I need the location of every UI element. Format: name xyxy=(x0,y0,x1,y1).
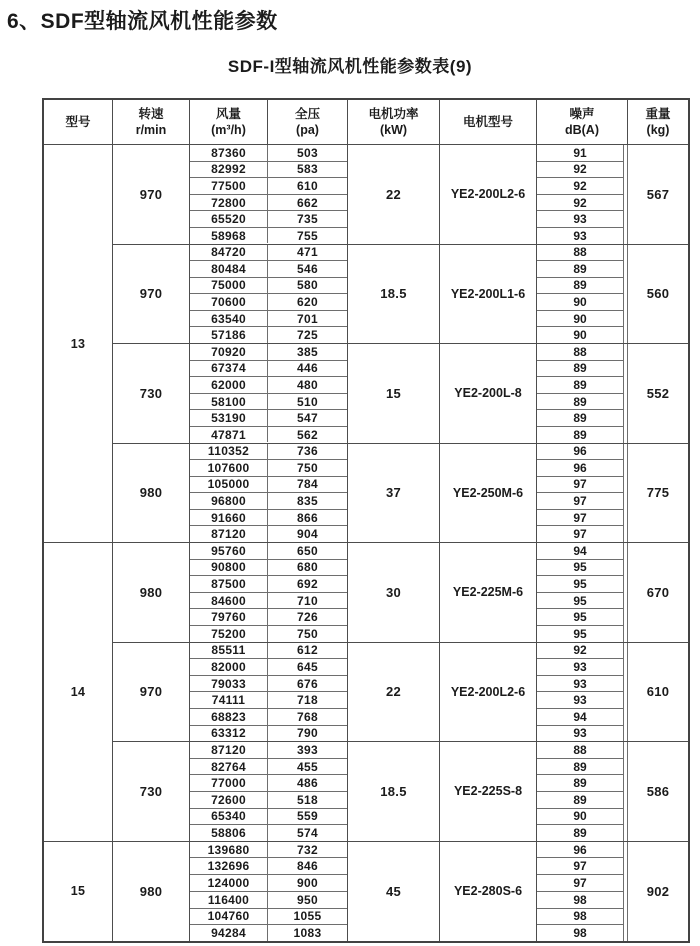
noise-cell: 92 xyxy=(537,643,623,660)
flow-cell: 75200 xyxy=(190,626,268,642)
flow-cell: 70600 xyxy=(190,294,268,310)
flow-cell: 63312 xyxy=(190,726,268,742)
pressure-cell: 547 xyxy=(297,411,318,426)
noise-cell: 92 xyxy=(537,195,623,212)
weight-cell: 902 xyxy=(627,842,688,941)
pressure-cell: 518 xyxy=(297,792,318,807)
pressure-cell: 768 xyxy=(297,709,318,724)
header-weight-label: 重量 xyxy=(645,106,671,121)
flow-cell: 84720 xyxy=(190,245,268,261)
flow-pressure-block xyxy=(190,742,348,841)
speed-group xyxy=(113,444,688,543)
table-row xyxy=(190,875,347,892)
flow-cell: 96800 xyxy=(190,493,268,509)
flow-cell: 80484 xyxy=(190,261,268,277)
header-pressure xyxy=(268,100,348,144)
header-speed-label: 转速 xyxy=(138,106,164,121)
noise-block xyxy=(537,245,624,344)
flow-pressure-block xyxy=(190,643,348,742)
table-row xyxy=(190,892,347,909)
noise-cell: 96 xyxy=(537,444,623,461)
noise-block xyxy=(537,145,624,244)
speed-groups xyxy=(113,543,688,841)
header-motor xyxy=(440,100,537,144)
flow-cell: 94284 xyxy=(190,925,268,941)
header-pressure-label: 全压 xyxy=(294,106,320,121)
page-title: 6、SDF型轴流风机性能参数 xyxy=(7,10,278,33)
table-row xyxy=(190,178,347,195)
header-pressure-unit: (pa) xyxy=(296,123,319,137)
header-speed xyxy=(113,100,190,144)
table-row xyxy=(190,842,347,859)
flow-cell: 58100 xyxy=(190,394,268,410)
table-row xyxy=(190,377,347,394)
header-flow-label: 风量 xyxy=(215,106,241,121)
table-row xyxy=(190,245,347,262)
noise-cell: 89 xyxy=(537,792,623,809)
speed-group xyxy=(113,543,688,643)
weight-cell: 586 xyxy=(627,742,688,841)
pressure-cell: 692 xyxy=(297,576,318,591)
table-row xyxy=(190,278,347,295)
pressure-cell: 904 xyxy=(297,527,318,542)
noise-cell: 95 xyxy=(537,576,623,593)
table-row xyxy=(190,659,347,676)
pressure-cell: 725 xyxy=(297,328,318,343)
table-row xyxy=(190,925,347,941)
pressure-cell: 612 xyxy=(297,643,318,658)
pressure-cell: 755 xyxy=(297,228,318,243)
motor-cell: YE2-200L2-6 xyxy=(440,643,537,742)
speed-cell: 980 xyxy=(113,842,190,941)
header-power xyxy=(348,100,440,144)
header-model-label: 型号 xyxy=(65,114,91,129)
weight-cell: 552 xyxy=(627,344,688,443)
flow-cell: 77500 xyxy=(190,178,268,194)
flow-cell: 79033 xyxy=(190,676,268,692)
pressure-cell: 784 xyxy=(297,477,318,492)
table-row xyxy=(190,195,347,212)
power-cell: 37 xyxy=(348,444,440,543)
header-power-label: 电机功率 xyxy=(368,106,419,121)
table-row xyxy=(190,145,347,162)
flow-cell: 79760 xyxy=(190,609,268,625)
flow-cell: 53190 xyxy=(190,410,268,426)
flow-cell: 82764 xyxy=(190,759,268,775)
flow-cell: 67374 xyxy=(190,361,268,377)
noise-cell: 97 xyxy=(537,858,623,875)
flow-cell: 63540 xyxy=(190,311,268,327)
noise-cell: 89 xyxy=(537,394,623,411)
table-row xyxy=(190,460,347,477)
noise-cell: 93 xyxy=(573,726,587,741)
pressure-cell: 645 xyxy=(297,659,318,674)
pressure-cell: 580 xyxy=(297,278,318,293)
pressure-cell: 750 xyxy=(297,626,318,641)
pressure-cell: 510 xyxy=(297,394,318,409)
table-row xyxy=(190,294,347,311)
power-cell: 30 xyxy=(348,543,440,642)
flow-cell: 87360 xyxy=(190,145,268,161)
pressure-cell: 546 xyxy=(297,261,318,276)
noise-cell: 93 xyxy=(537,659,623,676)
noise-cell: 92 xyxy=(537,162,623,179)
speed-group xyxy=(113,742,688,841)
table-row xyxy=(190,361,347,378)
flow-cell: 65520 xyxy=(190,211,268,227)
table-row xyxy=(190,344,347,361)
model-cell: 13 xyxy=(44,145,113,542)
table-row xyxy=(190,543,347,560)
speed-cell: 980 xyxy=(113,444,190,543)
table-row xyxy=(190,792,347,809)
speed-group xyxy=(113,245,688,345)
flow-cell: 84600 xyxy=(190,593,268,609)
pressure-cell: 446 xyxy=(297,361,318,376)
pressure-cell: 1083 xyxy=(293,926,322,941)
flow-cell: 85511 xyxy=(190,643,268,659)
noise-cell: 97 xyxy=(537,875,623,892)
speed-cell: 980 xyxy=(113,543,190,642)
noise-block xyxy=(537,344,624,443)
header-motor-label: 电机型号 xyxy=(462,114,513,129)
pressure-cell: 950 xyxy=(297,892,318,907)
speed-cell: 970 xyxy=(113,643,190,742)
flow-pressure-block xyxy=(190,344,348,443)
flow-cell: 74111 xyxy=(190,692,268,708)
speed-cell: 970 xyxy=(113,245,190,344)
table-row xyxy=(190,311,347,328)
noise-block xyxy=(537,742,624,841)
flow-cell: 110352 xyxy=(190,444,268,460)
noise-cell: 96 xyxy=(537,842,623,859)
model-cell: 14 xyxy=(44,543,113,841)
noise-cell: 96 xyxy=(537,460,623,477)
speed-group xyxy=(113,842,688,941)
pressure-cell: 846 xyxy=(297,859,318,874)
header-noise-unit: dB(A) xyxy=(564,123,599,137)
power-cell: 18.5 xyxy=(348,245,440,344)
flow-cell: 65340 xyxy=(190,809,268,825)
pressure-cell: 393 xyxy=(297,742,318,757)
pressure-cell: 718 xyxy=(297,693,318,708)
noise-cell: 88 xyxy=(537,344,623,361)
pressure-cell: 650 xyxy=(297,543,318,558)
noise-cell: 97 xyxy=(573,527,587,542)
noise-cell: 89 xyxy=(537,759,623,776)
table-row xyxy=(190,692,347,709)
noise-cell: 89 xyxy=(537,775,623,792)
flow-cell: 58968 xyxy=(190,228,268,244)
noise-cell: 95 xyxy=(537,560,623,577)
table-row xyxy=(190,477,347,494)
table-row xyxy=(190,825,347,841)
flow-cell: 70920 xyxy=(190,344,268,360)
flow-pressure-block xyxy=(190,245,348,344)
table-row xyxy=(190,444,347,461)
noise-cell: 89 xyxy=(537,410,623,427)
table-row xyxy=(190,211,347,228)
pressure-cell: 732 xyxy=(297,842,318,857)
header-flow-unit: (m³/h) xyxy=(211,123,246,137)
flow-cell: 105000 xyxy=(190,477,268,493)
flow-cell: 82000 xyxy=(190,659,268,675)
table-row xyxy=(190,327,347,343)
pressure-cell: 562 xyxy=(297,427,318,442)
noise-cell: 90 xyxy=(537,311,623,328)
noise-block xyxy=(537,444,624,543)
noise-cell: 97 xyxy=(537,493,623,510)
weight-cell: 610 xyxy=(627,643,688,742)
header-flow xyxy=(190,100,268,144)
table-row xyxy=(190,643,347,660)
table-subtitle: SDF-I型轴流风机性能参数表(9) xyxy=(227,57,473,76)
speed-cell: 730 xyxy=(113,344,190,443)
table-row xyxy=(190,510,347,527)
pressure-cell: 503 xyxy=(297,145,318,160)
noise-cell: 97 xyxy=(537,510,623,527)
flow-cell: 116400 xyxy=(190,892,268,908)
table-row xyxy=(190,228,347,244)
weight-cell: 775 xyxy=(627,444,688,543)
noise-cell: 98 xyxy=(537,892,623,909)
noise-cell: 89 xyxy=(537,361,623,378)
table-row xyxy=(190,726,347,742)
header-power-unit: (kW) xyxy=(379,123,408,137)
noise-cell: 93 xyxy=(537,692,623,709)
table-row xyxy=(190,576,347,593)
flow-cell: 47871 xyxy=(190,427,268,443)
table-row xyxy=(190,427,347,443)
noise-cell: 90 xyxy=(537,809,623,826)
pressure-cell: 835 xyxy=(297,494,318,509)
table-row xyxy=(190,626,347,642)
flow-cell: 62000 xyxy=(190,377,268,393)
flow-pressure-block xyxy=(190,444,348,543)
flow-cell: 132696 xyxy=(190,858,268,874)
pressure-cell: 710 xyxy=(297,593,318,608)
motor-cell: YE2-200L1-6 xyxy=(440,245,537,344)
pressure-cell: 790 xyxy=(297,726,318,741)
noise-cell: 91 xyxy=(537,145,623,162)
noise-cell: 97 xyxy=(537,477,623,494)
flow-cell: 90800 xyxy=(190,560,268,576)
flow-cell: 87120 xyxy=(190,526,268,542)
pressure-cell: 662 xyxy=(297,195,318,210)
pressure-cell: 680 xyxy=(297,560,318,575)
table-row xyxy=(190,609,347,626)
performance-table xyxy=(42,98,690,943)
pressure-cell: 726 xyxy=(297,610,318,625)
table-row xyxy=(190,858,347,875)
noise-cell: 93 xyxy=(573,228,587,243)
flow-cell: 91660 xyxy=(190,510,268,526)
noise-cell: 95 xyxy=(537,593,623,610)
noise-block xyxy=(537,643,624,742)
flow-cell: 68823 xyxy=(190,709,268,725)
noise-cell: 90 xyxy=(537,294,623,311)
power-cell: 22 xyxy=(348,643,440,742)
pressure-cell: 750 xyxy=(297,460,318,475)
pressure-cell: 471 xyxy=(297,245,318,260)
flow-cell: 107600 xyxy=(190,460,268,476)
pressure-cell: 574 xyxy=(297,825,318,840)
table-row xyxy=(190,809,347,826)
header-noise-label: 噪声 xyxy=(569,106,595,121)
flow-pressure-block xyxy=(190,842,348,941)
table-row xyxy=(190,560,347,577)
noise-cell: 95 xyxy=(573,626,587,641)
power-cell: 22 xyxy=(348,145,440,244)
noise-cell: 93 xyxy=(537,676,623,693)
noise-cell: 89 xyxy=(537,377,623,394)
noise-cell: 98 xyxy=(537,909,623,926)
flow-cell: 87500 xyxy=(190,576,268,592)
speed-cell: 970 xyxy=(113,145,190,244)
speed-group xyxy=(113,643,688,743)
header-weight-unit: (kg) xyxy=(646,123,670,137)
noise-cell: 88 xyxy=(537,245,623,262)
pressure-cell: 900 xyxy=(297,876,318,890)
flow-cell: 58806 xyxy=(190,825,268,841)
header-speed-unit: r/min xyxy=(135,123,167,137)
weight-cell: 560 xyxy=(627,245,688,344)
table-body xyxy=(44,145,688,941)
table-header-row xyxy=(44,100,688,145)
table-row xyxy=(190,742,347,759)
header-noise xyxy=(537,100,628,144)
speed-group xyxy=(113,344,688,444)
pressure-cell: 701 xyxy=(297,311,318,326)
flow-cell: 57186 xyxy=(190,327,268,343)
flow-cell: 95760 xyxy=(190,543,268,559)
pressure-cell: 620 xyxy=(297,295,318,310)
pressure-cell: 583 xyxy=(297,162,318,177)
table-row xyxy=(190,493,347,510)
noise-cell: 93 xyxy=(537,211,623,228)
table-row xyxy=(190,593,347,610)
flow-cell: 87120 xyxy=(190,742,268,758)
table-row xyxy=(190,775,347,792)
noise-cell: 98 xyxy=(573,926,587,941)
pressure-cell: 735 xyxy=(297,212,318,227)
flow-cell: 77000 xyxy=(190,775,268,791)
flow-cell: 82992 xyxy=(190,162,268,178)
weight-cell: 670 xyxy=(627,543,688,642)
motor-cell: YE2-225M-6 xyxy=(440,543,537,642)
pressure-cell: 610 xyxy=(297,178,318,193)
noise-cell: 88 xyxy=(537,742,623,759)
pressure-cell: 486 xyxy=(297,776,318,791)
speed-groups xyxy=(113,145,688,542)
noise-block xyxy=(537,842,624,941)
noise-cell: 95 xyxy=(537,609,623,626)
flow-pressure-block xyxy=(190,543,348,642)
motor-cell: YE2-200L2-6 xyxy=(440,145,537,244)
table-row xyxy=(190,909,347,926)
noise-cell: 89 xyxy=(573,825,587,840)
model-row-group xyxy=(44,842,688,941)
table-row xyxy=(190,394,347,411)
noise-cell: 92 xyxy=(537,178,623,195)
noise-cell: 94 xyxy=(537,709,623,726)
pressure-cell: 455 xyxy=(297,759,318,774)
speed-cell: 730 xyxy=(113,742,190,841)
speed-groups xyxy=(113,842,688,941)
header-weight xyxy=(628,100,688,144)
noise-cell: 89 xyxy=(573,427,587,442)
flow-cell: 72600 xyxy=(190,792,268,808)
speed-group xyxy=(113,145,688,245)
flow-cell: 139680 xyxy=(190,842,268,858)
pressure-cell: 480 xyxy=(297,377,318,392)
power-cell: 45 xyxy=(348,842,440,941)
power-cell: 18.5 xyxy=(348,742,440,841)
table-row xyxy=(190,709,347,726)
model-cell: 15 xyxy=(44,842,113,941)
motor-cell: YE2-250M-6 xyxy=(440,444,537,543)
table-row xyxy=(190,261,347,278)
noise-cell: 94 xyxy=(537,543,623,560)
noise-block xyxy=(537,543,624,642)
flow-pressure-block xyxy=(190,145,348,244)
flow-cell: 104760 xyxy=(190,909,268,925)
pressure-cell: 559 xyxy=(297,809,318,824)
model-row-group xyxy=(44,145,688,543)
noise-cell: 90 xyxy=(573,328,587,343)
model-row-group xyxy=(44,543,688,842)
pressure-cell: 736 xyxy=(297,444,318,459)
flow-cell: 75000 xyxy=(190,278,268,294)
motor-cell: YE2-225S-8 xyxy=(440,742,537,841)
header-model xyxy=(44,100,113,144)
motor-cell: YE2-200L-8 xyxy=(440,344,537,443)
pressure-cell: 676 xyxy=(297,676,318,691)
weight-cell: 567 xyxy=(627,145,688,244)
table-row xyxy=(190,410,347,427)
power-cell: 15 xyxy=(348,344,440,443)
table-row xyxy=(190,162,347,179)
table-row xyxy=(190,759,347,776)
motor-cell: YE2-280S-6 xyxy=(440,842,537,941)
flow-cell: 124000 xyxy=(190,875,268,891)
pressure-cell: 1055 xyxy=(293,909,322,924)
pressure-cell: 866 xyxy=(297,510,318,525)
flow-cell: 72800 xyxy=(190,195,268,211)
table-row xyxy=(190,676,347,693)
noise-cell: 89 xyxy=(537,261,623,278)
table-row xyxy=(190,526,347,542)
pressure-cell: 385 xyxy=(297,344,318,359)
noise-cell: 89 xyxy=(537,278,623,295)
